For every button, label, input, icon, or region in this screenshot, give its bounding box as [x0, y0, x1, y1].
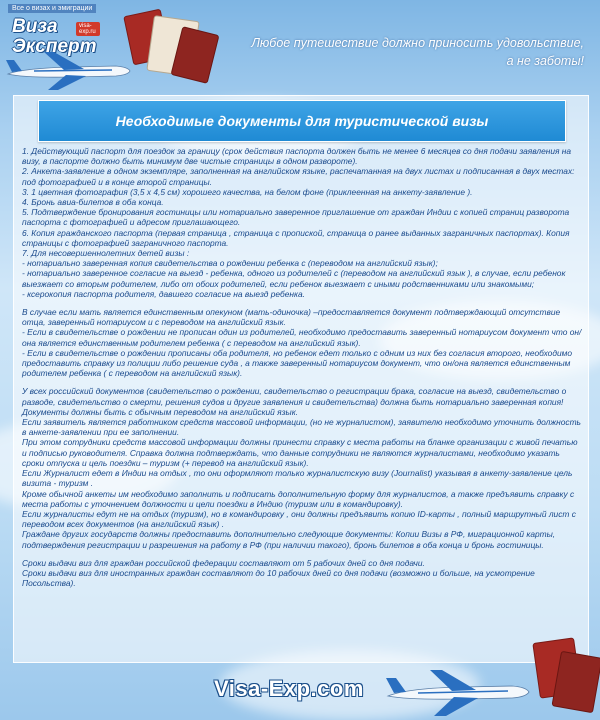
- slogan-line-1: Любое путешествие должно приносить удовольствие,: [251, 36, 584, 50]
- site-tagline: Все о визах и эмиграции: [8, 4, 96, 13]
- document-paragraph: 6. Копия гражданского паспорта (первая страница , страница с пропиской, страница о ранее выданных заграничных паспортах). Копия страницы с фотографией заграничного паспорта.: [22, 227, 570, 248]
- airplane-icon: [4, 50, 134, 92]
- document-paragraph: - Если в свидетельстве о рождении прописаны оба родителя, но ребенок едет только с одним из них без согласия второго, необходимо предоставить справку из полиции либо решение суда , а также заверенный нотариусом документ, что он/она является единственным родителем ребенка ( с переводом на английский язык).: [22, 347, 573, 379]
- paragraph-gap: [22, 550, 582, 558]
- header-slogan: [224, 34, 584, 70]
- document-paragraph: Сроки выдачи виз для иностранных граждан составляют до 10 рабочих дней со дня подачи (возможно и больше, на усмотрение Посольства).: [22, 567, 535, 589]
- document-paragraph: У всех российский документов (свидетельство о рождении, свидетельство о регистрации брака, согласие на выезд, свидетельство о разводе, свидетельство о смерти, решения судов и другие заявления и свидетельства) должна быть нотариально заверенная копия!: [22, 386, 567, 407]
- document-paragraph: При этом сотрудники средств массовой информации должны принести справку с места работы на бланке организации с живой печатью и подписью руководителя. Справка должна подтверждать, что данные сотрудники не являются журналистами, необходимо указать сроки отпуска и цель поездки – туризм (+ перевод на английский язык).: [22, 437, 578, 468]
- document-paragraph: Если Журналист едет в Индии на отдых , то они оформляют только журналистскую визу (Journalist) указывая в анкету-заявление цель визита - туризм .: [22, 468, 573, 489]
- page-title-bar: [38, 100, 566, 142]
- passport-icon: [551, 651, 600, 713]
- document-paragraph: 2. Анкета-заявление в одном экземпляре, заполненная на английском языке, распечатанная на двух листах и подписанная в двух местах: под фотографией и в конце второй страницы.: [22, 166, 575, 187]
- document-paragraph: В случае если мать является единственным опекуном (мать-одиночка) –предоставляется документ подтверждающий отсутствие отца, заверенный нотариусом и с переводом на английский язык.: [22, 307, 561, 328]
- footer-site-logo[interactable]: Visa-Exp.com: [214, 676, 364, 701]
- document-paragraph: 7. Для несовершеннолетних детей визы :: [22, 248, 190, 259]
- document-paragraph: - нотариально заверенное согласие на выезд - ребенка, одного из родителей с (переводом на английский язык ), в случае, если ребенок выезжает со вторым родителем, либо от обоих родителей, если ребенок выезжает с иными родственниками или знакомыми;: [22, 268, 566, 289]
- document-paragraph: 5. Подтверждение бронирования гостиницы или нотариально заверенное приглашение от граждан Индии с копией страниц разворота паспорта с фотографией и адресом приглашающего.: [22, 207, 570, 228]
- document-paragraph: Документы должны быть с обычным переводом на английский язык.: [22, 406, 298, 417]
- document-paragraph: Сроки выдачи виз для граждан российской федерации составляют от 5 рабочих дней со дня подачи.: [22, 557, 425, 568]
- site-footer: [0, 660, 600, 720]
- page-title: Необходимые документы для туристической визы: [115, 113, 489, 129]
- document-paragraph: - нотариально заверенная копия свидетельства о рождении ребенка с (переводом на английский язык);: [22, 258, 438, 269]
- content-panel: [13, 95, 589, 663]
- paragraph-gap: [22, 378, 582, 386]
- document-paragraph: 1. Действующий паспорт для поездок за границу (срок действия паспорта должен быть не менее 6 месяцев со дня подачи заявления на визу, в паспорте должно быть минимум две чистые страницы в одном развороте).: [22, 146, 572, 167]
- logo-text-expert: Эксперт: [12, 36, 97, 57]
- document-body: [22, 146, 582, 588]
- document-paragraph: Граждане других государств должны предоставить дополнительно следующие документы: Копии Визы в РФ, миграционной карты, подтверждения регистрации и разрешения на работу в РФ (при наличии такого), бронь билетов в оба конца и бронь гостиницы.: [22, 529, 556, 550]
- document-paragraph: Если заявитель является работником средств массовой информации, (но не журналистом), заявителю необходимо уточнить должность в анкете-заявлении при ее заполнении.: [22, 417, 581, 438]
- document-paragraph: - Если в свидетельстве о рождении не прописан один из родителей, необходимо предоставить заверенный нотариусом документ что он/она является единственным родителем ребенка ( с переводом на английский язык).: [22, 327, 582, 348]
- logo-url-badge: visa-exp.ru: [76, 22, 100, 36]
- document-paragraph: Если журналисты едут не на отдых (туризм), но в командировку , они должны предъявить копию ID-карты , полный маршрутный лист с переводом всех документов (на английский язык) .: [22, 508, 576, 530]
- airplane-icon: [384, 666, 534, 718]
- logo-text-visa: Виза: [12, 16, 58, 37]
- document-paragraph: 4. Бронь авиа-билетов в оба конца.: [22, 197, 164, 208]
- document-paragraph: 3. 1 цветная фотография (3,5 х 4,5 см) хорошего качества, на белом фоне (приклеенная на анкету-заявление ).: [22, 186, 473, 197]
- site-header: [0, 0, 600, 92]
- slogan-line-2: а не заботы!: [506, 54, 584, 68]
- document-paragraph: Кроме обычной анкеты им необходимо заполнить и подписать дополнительную форму для журналистов, а также предъявить справку с места работы с уточнением должности и цели поездки в Индию (туризм или в командировку).: [22, 488, 575, 509]
- paragraph-gap: [22, 299, 582, 307]
- document-paragraph: - ксерокопия паспорта родителя, давшего согласие на выезд ребенка.: [22, 288, 305, 299]
